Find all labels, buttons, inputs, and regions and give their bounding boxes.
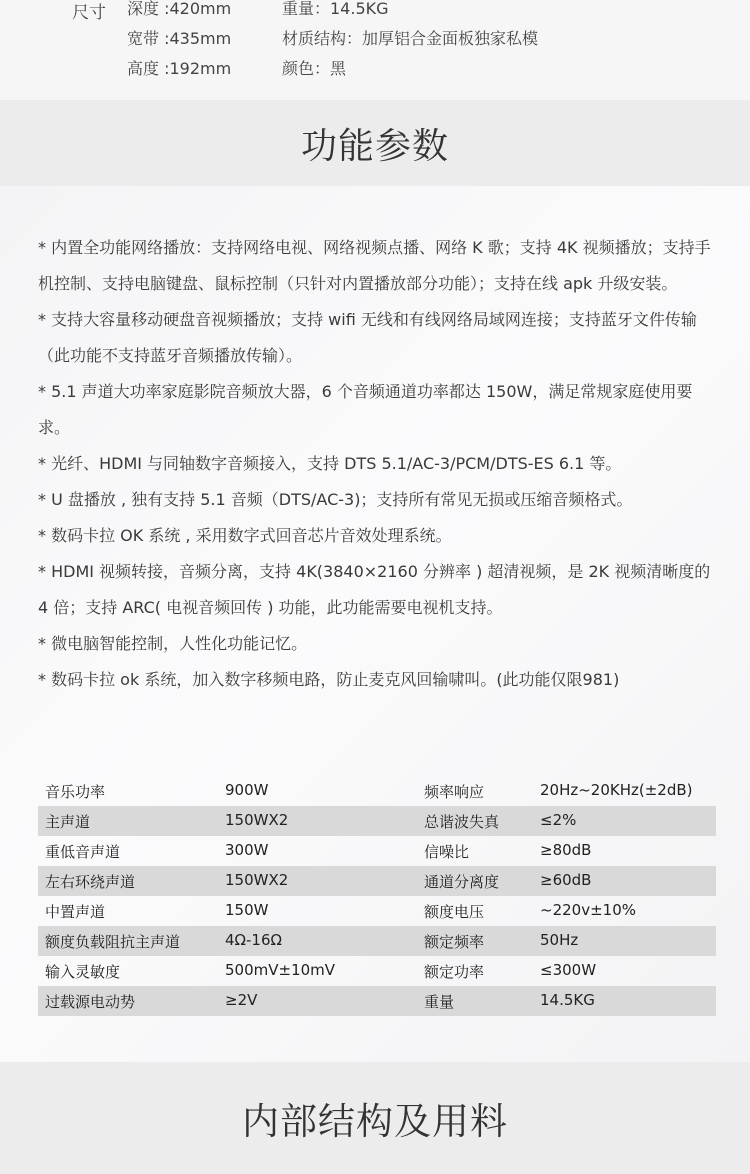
spec-key: 输入灵敏度 — [45, 963, 121, 981]
section-title-features: 功能参数 — [0, 100, 750, 186]
spec-key: 频率响应 — [424, 783, 485, 801]
spec-key: 重低音声道 — [45, 843, 121, 861]
dimension-list — [127, 0, 231, 84]
feature-item: * 内置全功能网络播放：支持网络电视、网络视频点播、网络 K 歌；支持 4K 视频播放；支持手机控制、支持电脑键盘、鼠标控制（只针对内置播放部分功能）；支持在线 apk 升级安装。 — [38, 238, 711, 293]
table-row — [38, 806, 716, 836]
feature-item: * 微电脑智能控制，人性化功能记忆。 — [38, 634, 308, 653]
feature-item: * 支持大容量移动硬盘音视频播放；支持 wifi 无线和有线网络局域网连接；支持蓝牙文件传输（此功能不支持蓝牙音频播放传输）。 — [38, 310, 697, 365]
spec-key: 音乐功率 — [45, 783, 106, 801]
table-row — [38, 956, 716, 986]
property-material: 材质结构：加厚铝合金面板独家私模 — [282, 29, 539, 48]
spec-value: 150WX2 — [225, 811, 289, 829]
spec-key: 额定频率 — [424, 933, 485, 951]
spec-value: ≥80dB — [540, 841, 592, 859]
table-row — [38, 836, 716, 866]
spec-key: 额定功率 — [424, 963, 485, 981]
spec-value: ≥60dB — [540, 871, 592, 889]
spec-key: 主声道 — [45, 813, 91, 831]
spec-value: 20Hz~20KHz(±2dB) — [540, 781, 693, 799]
spec-key: 信噪比 — [424, 843, 470, 861]
feature-list — [38, 230, 722, 698]
dimension-width: 宽带 :435mm — [127, 29, 232, 48]
feature-item: * 数码卡拉 OK 系统 , 采用数字式回音芯片音效处理系统。 — [38, 526, 452, 545]
spec-value: 300W — [225, 841, 269, 859]
spec-value: 150W — [225, 901, 269, 919]
spec-value: ≤2% — [540, 811, 577, 829]
spec-key: 总谐波失真 — [424, 813, 500, 831]
spec-table — [38, 776, 716, 1016]
property-color: 颜色：黑 — [282, 59, 347, 78]
table-row — [38, 926, 716, 956]
feature-item: * HDMI 视频转接，音频分离，支持 4K(3840×2160 分辨率 ) 超清视频，是 2K 视频清晰度的 4 倍；支持 ARC( 电视音频回传 ) 功能，此功能需要电视机支持。 — [38, 562, 711, 617]
spec-key: 重量 — [424, 993, 455, 1011]
feature-item: * 光纤、HDMI 与同轴数字音频接入，支持 DTS 5.1/AC-3/PCM/DTS-ES 6.1 等。 — [38, 454, 622, 473]
table-row — [38, 776, 716, 806]
spec-key: 过载源电动势 — [45, 993, 136, 1011]
feature-item: * 5.1 声道大功率家庭影院音频放大器，6 个音频通道功率都达 150W，满足常规家庭使用要求。 — [38, 382, 693, 437]
spec-key: 中置声道 — [45, 903, 106, 921]
spec-value: 900W — [225, 781, 269, 799]
spec-value: ≤300W — [540, 961, 597, 979]
spec-value: 150WX2 — [225, 871, 289, 889]
features-panel — [0, 186, 750, 1062]
dimension-depth: 深度 :420mm — [127, 0, 232, 18]
spec-value: ~220v±10% — [540, 901, 636, 919]
table-row — [38, 986, 716, 1016]
spec-key: 额度电压 — [424, 903, 485, 921]
spec-value: ≥2V — [225, 991, 258, 1009]
feature-item: * U 盘播放 , 独有支持 5.1 音频（DTS/AC-3)；支持所有常见无损或压缩音频格式。 — [38, 490, 633, 509]
table-row — [38, 896, 716, 926]
spec-key: 通道分离度 — [424, 873, 500, 891]
table-row — [38, 866, 716, 896]
top-spec-block — [0, 0, 750, 100]
dimension-height: 高度 :192mm — [127, 59, 232, 78]
spec-key: 额度负载阻抗主声道 — [45, 933, 181, 951]
size-label: 尺寸 — [72, 3, 106, 23]
spec-key: 左右环绕声道 — [45, 873, 136, 891]
property-weight: 重量：14.5KG — [282, 0, 389, 18]
property-list — [282, 0, 538, 84]
spec-value: 50Hz — [540, 931, 579, 949]
feature-item: * 数码卡拉 ok 系统，加入数字移频电路，防止麦克风回输啸叫。(此功能仅限981) — [38, 670, 620, 689]
section-title-internal-structure: 内部结构及用料 — [0, 1062, 750, 1174]
spec-value: 4Ω-16Ω — [225, 931, 282, 949]
spec-value: 14.5KG — [540, 991, 595, 1009]
spec-value: 500mV±10mV — [225, 961, 336, 979]
